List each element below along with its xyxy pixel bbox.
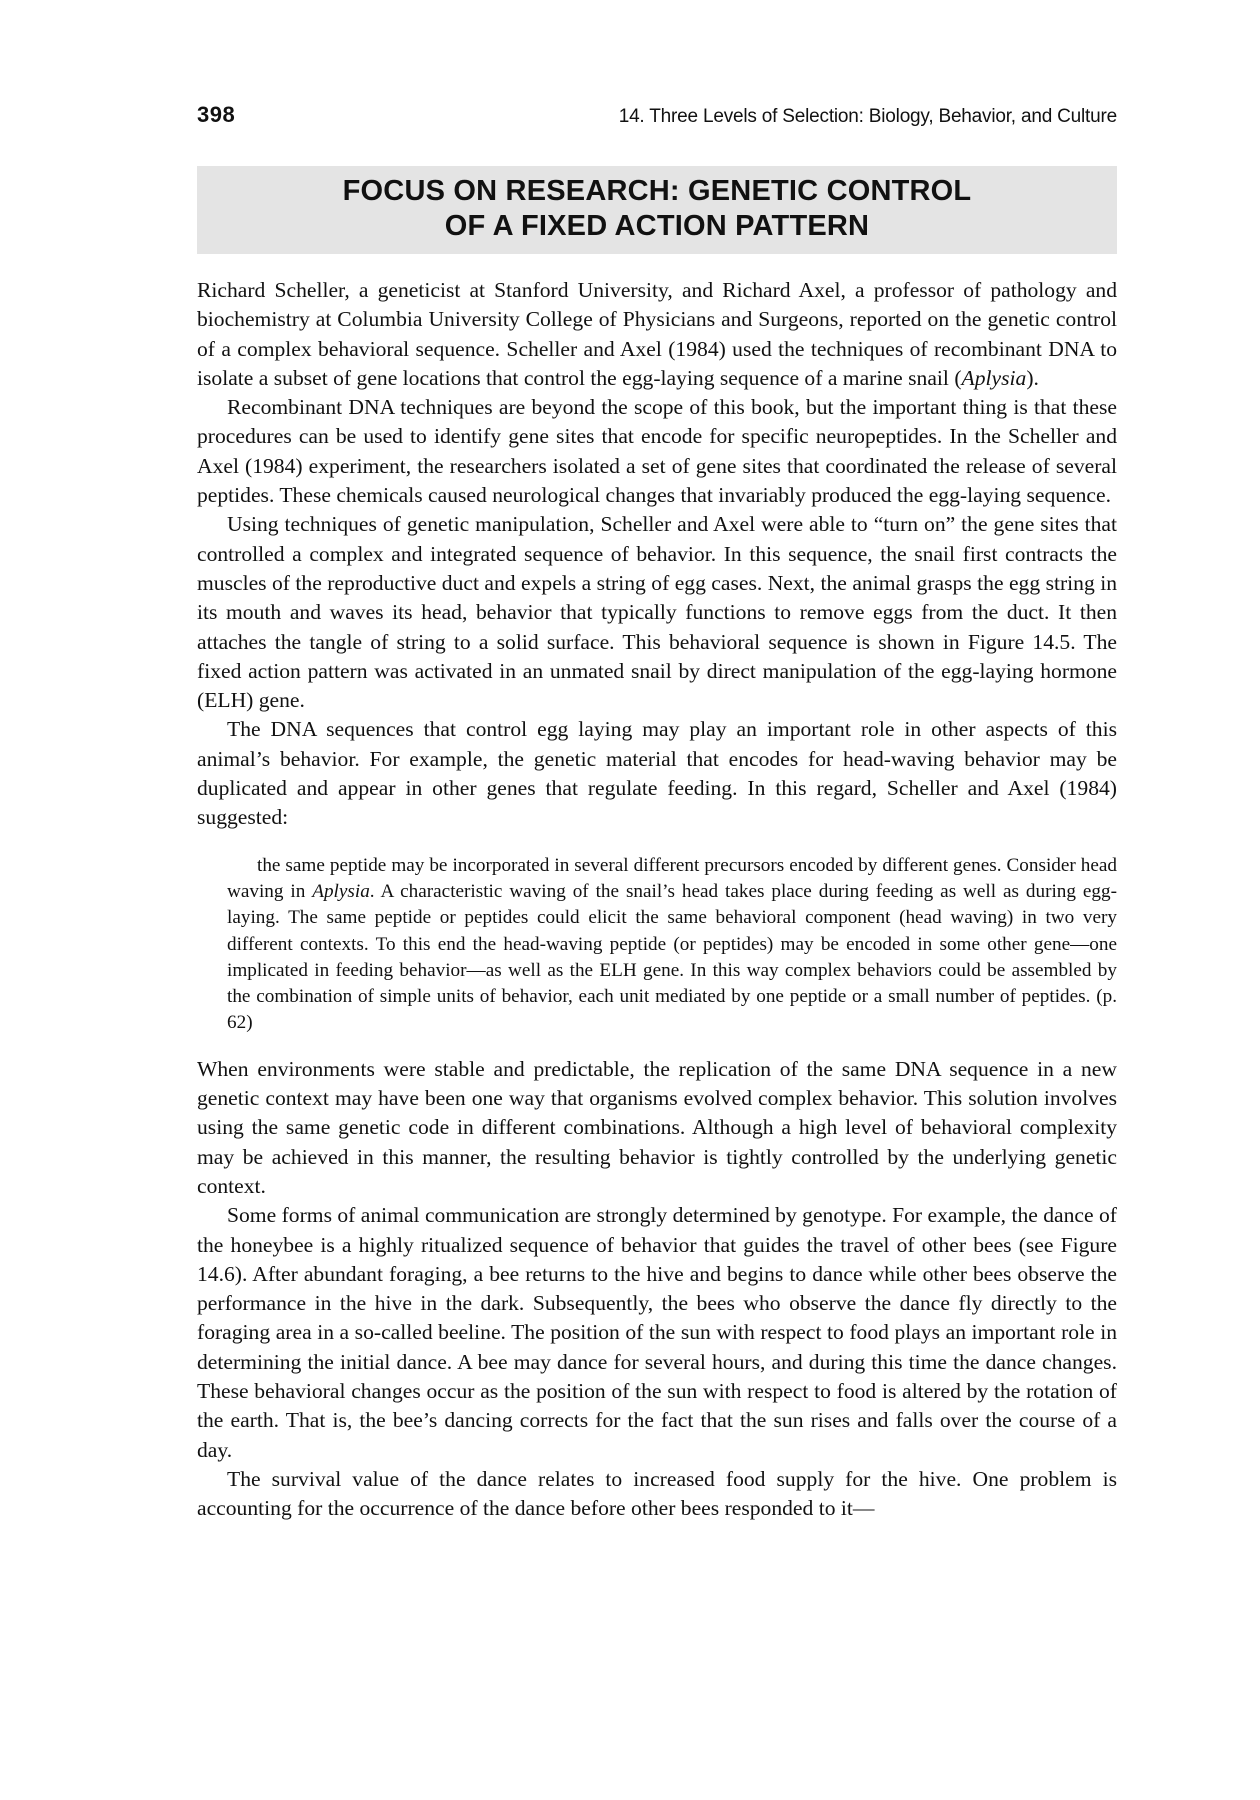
- focus-on-research-box: [197, 166, 1117, 254]
- block-quote-text: [227, 853, 1117, 1037]
- quote-text-a: the same peptide may be incorporated in several different precursors encoded by different genes. Consider head waving in: [227, 854, 1117, 902]
- paragraph-1-italic: Aplysia: [961, 365, 1027, 390]
- page-number: 398: [197, 102, 236, 127]
- focus-title-line-1: FOCUS ON RESEARCH: GENETIC CONTROL: [342, 175, 972, 207]
- paragraph-7: The survival value of the dance relates to increased food supply for the hive. One problem is accounting for the occurrence of the dance before other bees responded to it—: [197, 1466, 1117, 1521]
- quote-italic: Aplysia: [312, 880, 370, 902]
- paragraph-4: The DNA sequences that control egg laying may play an important role in other aspects of this animal’s behavior. For example, the genetic material that encodes for head-waving behavior may be duplicated and appear in other genes that regulate feeding. In this regard, Scheller and Axel (1984) suggested:: [197, 717, 1117, 830]
- block-quote: [227, 853, 1117, 1037]
- paragraph-2: Recombinant DNA techniques are beyond the scope of this book, but the important thing is that these procedures can be used to identify gene sites that encode for specific neuropeptides. In the Scheller and Axel (1984) experiment, the researchers isolated a set of gene sites that coordinated the release of several peptides. These chemicals caused neurological changes that invariably produced the egg-laying sequence.: [197, 395, 1117, 508]
- paragraph-1-text-b: ).: [1026, 365, 1039, 390]
- paragraph-1-text-a: Richard Scheller, a geneticist at Stanford University, and Richard Axel, a professor of pathology and biochemistry at Columbia University College of Physicians and Surgeons, reported on the genetic control of a complex behavioral sequence. Scheller and Axel (1984) used the techniques of recombinant DNA to isolate a subset of gene locations that control the egg-laying sequence of a marine snail (: [197, 278, 1117, 390]
- focus-title-line-2: OF A FIXED ACTION PATTERN: [444, 210, 870, 242]
- paragraph-6: Some forms of animal communication are strongly determined by genotype. For example, the dance of the honeybee is a highly ritualized sequence of behavior that guides the travel of other bees (see Figure 14.6). After abundant foraging, a bee returns to the hive and begins to dance while other bees observe the performance in the hive in the dark. Subsequently, the bees who observe the dance fly directly to the foraging area in a so-called beeline. The position of the sun with respect to food plays an important role in determining the initial dance. A bee may dance for several hours, and during this time the dance changes. These behavioral changes occur as the position of the sun with respect to food is altered by the rotation of the earth. That is, the bee’s dancing corrects for the fact that the sun rises and falls over the course of a day.: [197, 1203, 1117, 1462]
- paragraph-3: Using techniques of genetic manipulation, Scheller and Axel were able to “turn on” the gene sites that controlled a complex and integrated sequence of behavior. In this sequence, the snail first contracts the muscles of the reproductive duct and expels a string of egg cases. Next, the animal grasps the egg string in its mouth and waves its head, behavior that typically functions to remove eggs from the duct. It then attaches the tangle of string to a solid surface. This behavioral sequence is shown in Figure 14.5. The fixed action pattern was activated in an unmated snail by direct manipulation of the egg-laying hormone (ELH) gene.: [197, 512, 1117, 713]
- paragraph-1: [197, 276, 1117, 393]
- running-head: [197, 102, 1117, 134]
- quote-text-b: . A characteristic waving of the snail’s head takes place during feeding as well as during egg-laying. The same peptide or peptides could elicit the same behavioral component (head waving) in two very different contexts. To this end the head-waving peptide (or peptides) may be encoded in some other gene—one implicated in feeding behavior—as well as the ELH gene. In this way complex behaviors could be assembled by the combination of simple units of behavior, each unit mediated by one peptide or a small number of peptides. (p. 62): [227, 880, 1117, 1034]
- paragraph-5: When environments were stable and predictable, the replication of the same DNA sequence in a new genetic context may have been one way that organisms evolved complex behavior. This solution involves using the same genetic code in different combinations. Although a high level of behavioral complexity may be achieved in this manner, the resulting behavior is tightly controlled by the underlying genetic context.: [197, 1056, 1117, 1198]
- chapter-title: 14. Three Levels of Selection: Biology, Behavior, and Culture: [618, 106, 1117, 127]
- body-text: [197, 276, 1117, 1523]
- book-page: [197, 102, 1117, 1523]
